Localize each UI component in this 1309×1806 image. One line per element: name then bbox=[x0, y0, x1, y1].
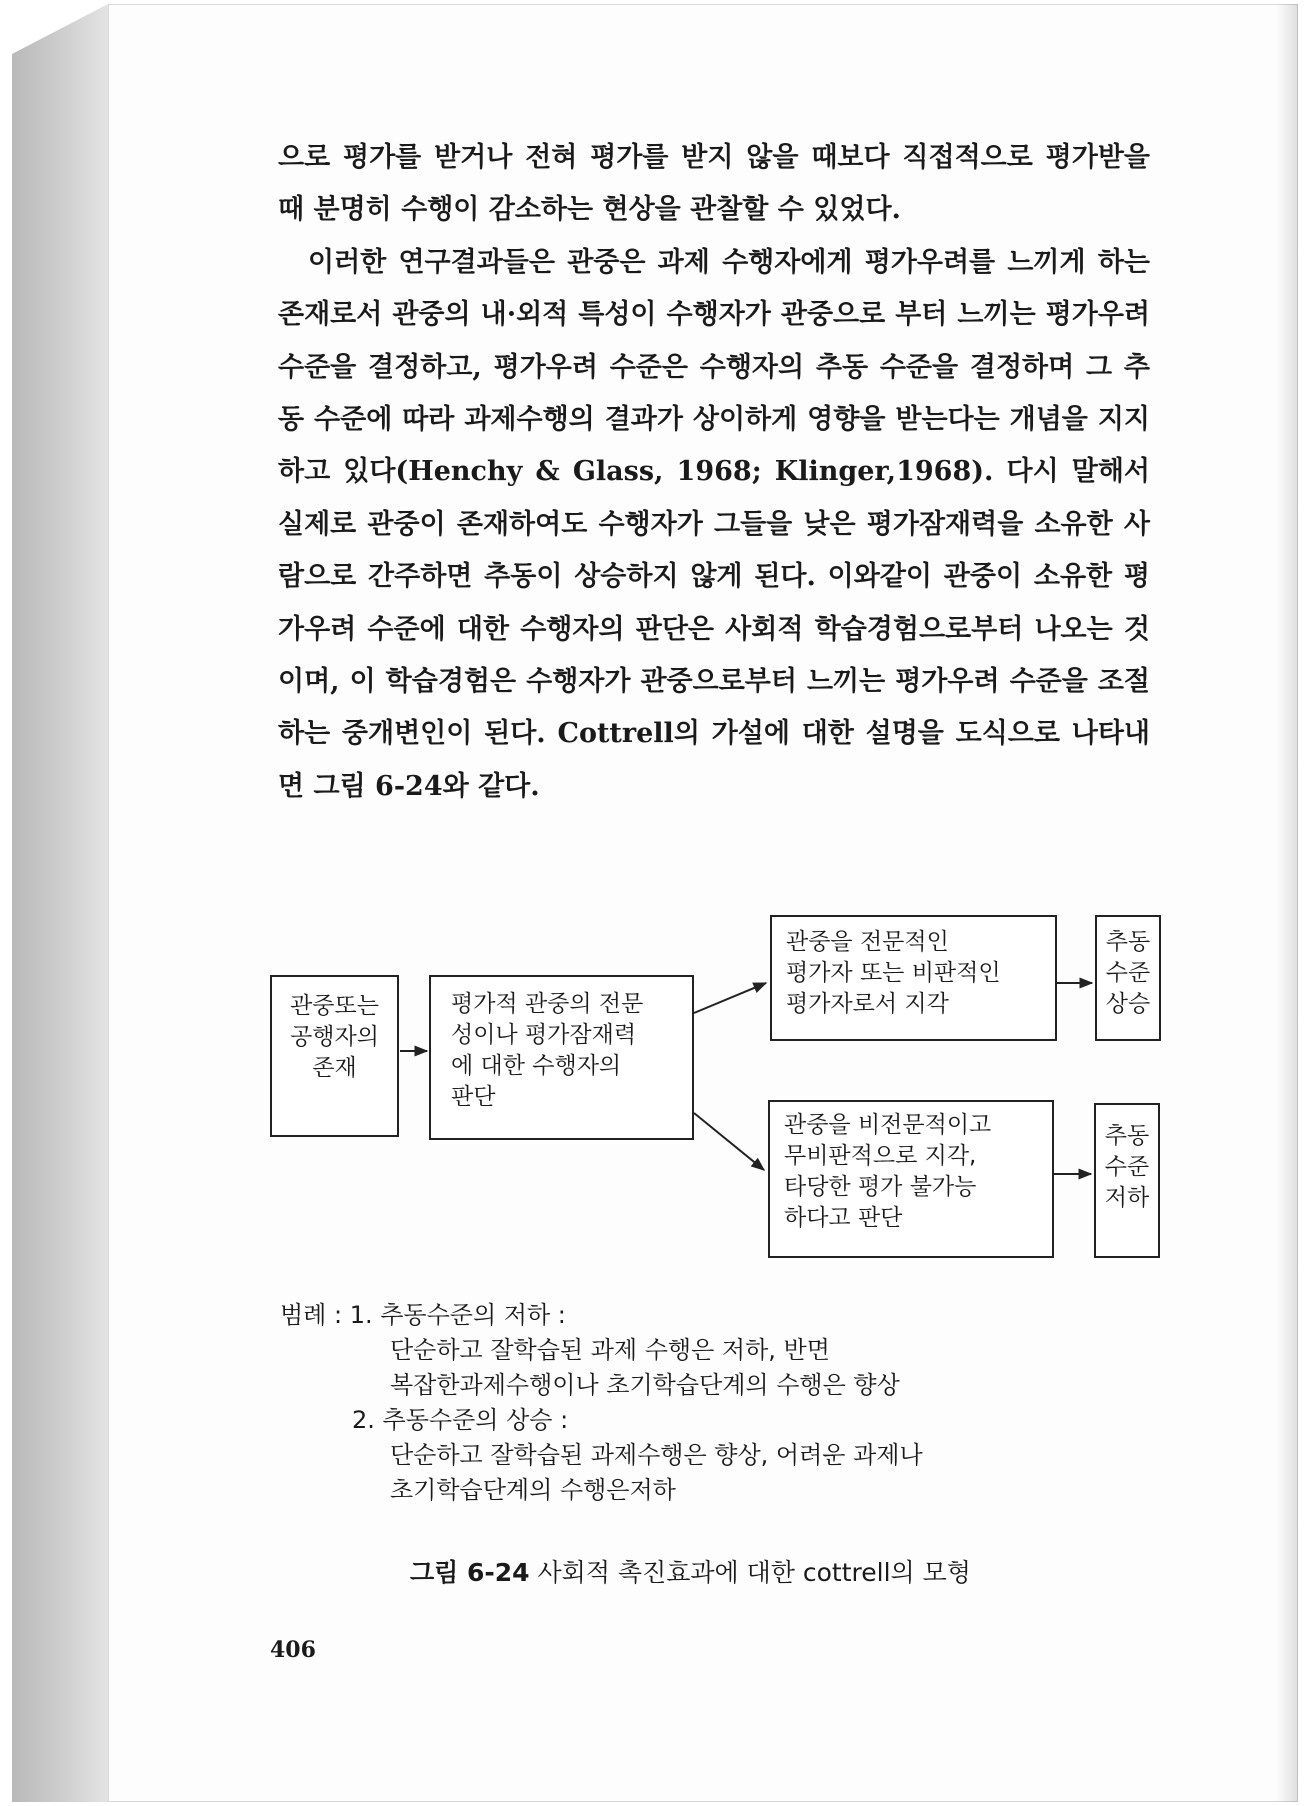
presence-line: 존재 bbox=[312, 1055, 357, 1081]
judgment-line: 성이나 평가잠재력 bbox=[451, 1022, 637, 1048]
drive-down-line: 수준 bbox=[1104, 1154, 1150, 1180]
arrow-judgment-to-nonexpert bbox=[694, 1113, 764, 1170]
presence-line: 관중또는 bbox=[290, 993, 379, 1019]
drive-up-line: 수준 bbox=[1105, 960, 1151, 986]
drive-down-box bbox=[1094, 1103, 1160, 1258]
legend-item-1-row bbox=[280, 1298, 1140, 1333]
figure-caption bbox=[410, 1553, 1030, 1589]
expert-line: 관중을 전문적인 bbox=[786, 929, 949, 955]
judgment-box bbox=[429, 975, 694, 1140]
drive-up-line: 추동 bbox=[1105, 929, 1151, 955]
drive-up-box bbox=[1095, 915, 1161, 1041]
judgment-line: 판단 bbox=[451, 1084, 496, 1110]
drive-down-line: 저하 bbox=[1104, 1185, 1150, 1211]
paragraph-1: 으로 평가를 받거나 전혀 평가를 받지 않을 때보다 직접적으로 평가받을 때 분명히 수행이 감소하는 현상을 관찰할 수 있었다. bbox=[278, 142, 1150, 226]
legend-item-1-line: 단순하고 잘학습된 과제 수행은 저하, 반면 bbox=[390, 1336, 830, 1364]
figure-label: 그림 6-24 bbox=[410, 1558, 530, 1587]
paragraph-2: 이러한 연구결과들은 관중은 과제 수행자에게 평가우려를 느끼게 하는 존재로서 관중의 내·외적 특성이 수행자가 관중으로 부터 느끼는 평가우려 수준을 결정하고, 평가우려 수준은 수행자의 추동 수준을 결정하며 그 추동 수준에 따라 과제수행의 결과가 상이하게 영향을 받는다는 개념을 지지하고 있다(Henchy & Glass, 1968; Klinger,1968). 다시 말해서 실제로 관중이 존재하여도 수행자가 그들을 낮은 평가잠재력을 소유한 사람으로 간주하면 추동이 상승하지 않게 된다. 이와같이 관중이 소유한 평가우려 수준에 대한 수행자의 판단은 사회적 학습경험으로부터 나오는 것이며, 이 학습경험은 수행자가 관중으로부터 느끼는 평가우려 수준을 조절하는 중개변인이 된다. Cottrell의 가설에 대한 설명을 도식으로 나타내면 그림 6-24와 같다. bbox=[278, 246, 1150, 802]
judgment-line: 평가적 관중의 전문 bbox=[451, 991, 644, 1017]
drive-down-line: 추동 bbox=[1104, 1123, 1150, 1149]
nonexpert-line: 타당한 평가 불가능 bbox=[784, 1174, 977, 1200]
legend-item-2-title: 2. 추동수준의 상승 : bbox=[352, 1406, 569, 1434]
judgment-line: 에 대한 수행자의 bbox=[451, 1053, 622, 1079]
legend-prefix: 범례 : bbox=[280, 1301, 350, 1329]
nonexpert-perception-box bbox=[768, 1100, 1054, 1258]
legend bbox=[280, 1298, 1140, 1508]
expert-line: 평가자로서 지각 bbox=[786, 991, 949, 1017]
presence-line: 공행자의 bbox=[290, 1024, 379, 1050]
presence-box bbox=[270, 975, 399, 1137]
nonexpert-line: 무비판적으로 지각, bbox=[784, 1143, 977, 1169]
page-number: 406 bbox=[270, 1637, 316, 1663]
drive-up-line: 상승 bbox=[1105, 991, 1151, 1017]
expert-perception-box bbox=[770, 915, 1057, 1041]
legend-item-2-line: 초기학습단계의 수행은저하 bbox=[390, 1476, 676, 1504]
expert-line: 평가자 또는 비판적인 bbox=[786, 960, 1001, 986]
nonexpert-line: 관중을 비전문적이고 bbox=[784, 1112, 992, 1138]
nonexpert-line: 하다고 판단 bbox=[784, 1205, 903, 1231]
legend-item-1-title: 1. 추동수준의 저하 : bbox=[349, 1301, 566, 1329]
arrow-judgment-to-expert bbox=[694, 983, 766, 1013]
legend-item-1-line: 복잡한과제수행이나 초기학습단계의 수행은 향상 bbox=[390, 1371, 900, 1399]
figure-caption-text: 사회적 촉진효과에 대한 cottrell의 모형 bbox=[529, 1558, 971, 1587]
legend-item-2-line: 단순하고 잘학습된 과제수행은 향상, 어려운 과제나 bbox=[390, 1441, 923, 1469]
